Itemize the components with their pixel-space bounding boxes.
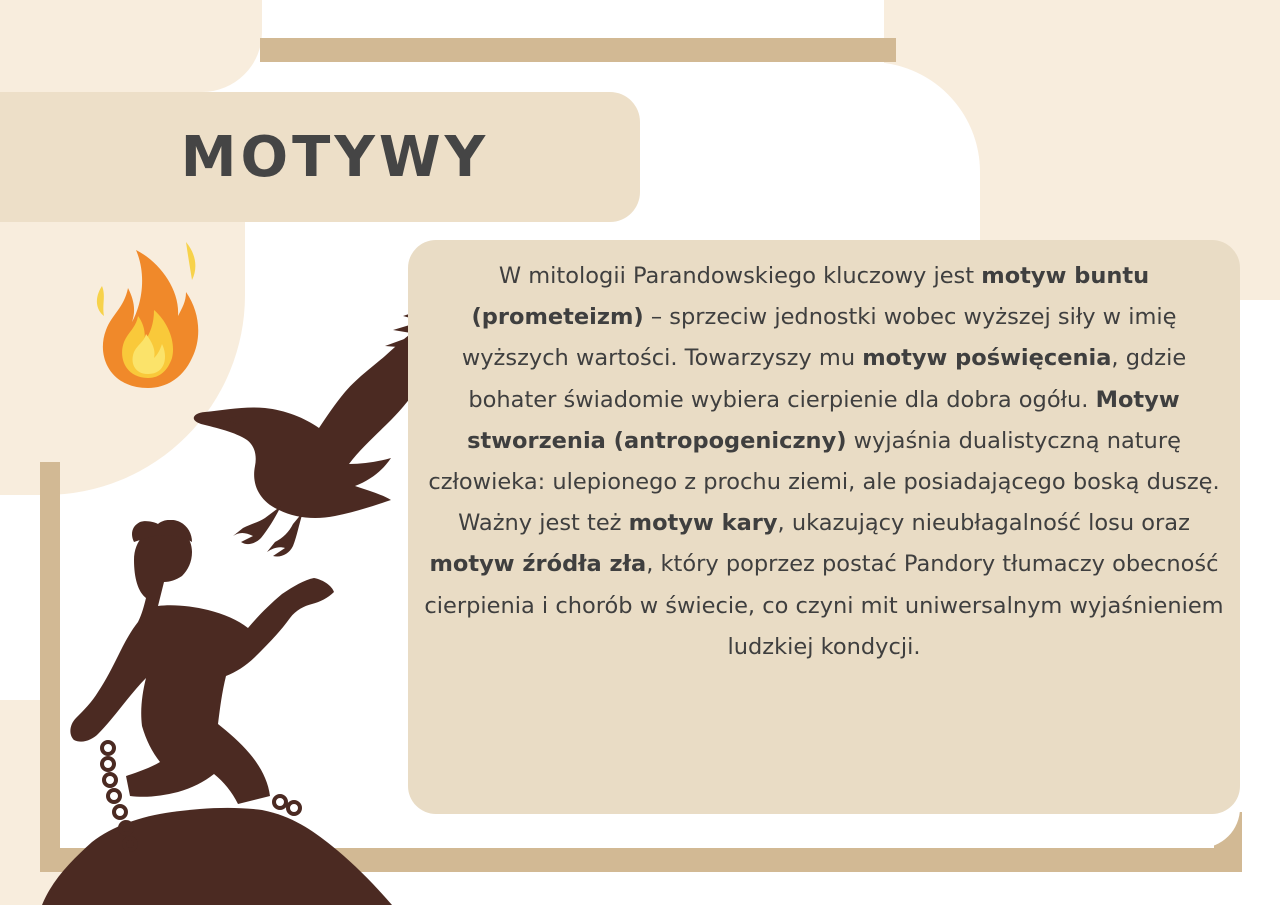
motif-source-of-evil: motyw źródła zła — [429, 551, 647, 578]
text-segment: wyjaśnia dualistyczną naturę człowieka: ulepionego z prochu ziemi, ale posiadającego boską duszę. Ważny jest też — [428, 427, 1220, 537]
text-segment: , który poprzez postać Pandory tłumaczy obecność cierpienia i chorób w świecie, co czyni mit uniwersalnym wyjaśnieniem ludzkiej kondycji. — [424, 551, 1224, 660]
text-segment: W mitologii Parandowskiego kluczowy jest — [498, 263, 982, 289]
motif-creation: Motyw stworzenia (antropogeniczny) — [467, 386, 1180, 454]
motifs-description-box — [408, 240, 1240, 814]
text-segment: , gdzie bohater świadomie wybiera cierpienie dla dobra ogółu. — [468, 345, 1187, 413]
title-banner — [0, 92, 640, 222]
prometheus-chained-icon — [42, 520, 412, 905]
motifs-description — [422, 256, 1226, 668]
frame-bar-top — [260, 38, 896, 62]
text-segment: , ukazujący nieubłagalność losu oraz — [777, 510, 1190, 537]
motif-punishment: motyw kary — [628, 510, 778, 537]
text-segment: – sprzeciw jednostki wobec wyższej siły w imię wyższych wartości. Towarzyszy mu — [461, 304, 1177, 372]
motif-sacrifice: motyw poświęcenia — [862, 345, 1112, 372]
page-title: MOTYWY — [180, 124, 490, 190]
decor-blob-top-left — [0, 0, 262, 92]
motif-rebellion: motyw buntu (prometeizm) — [471, 263, 1150, 331]
